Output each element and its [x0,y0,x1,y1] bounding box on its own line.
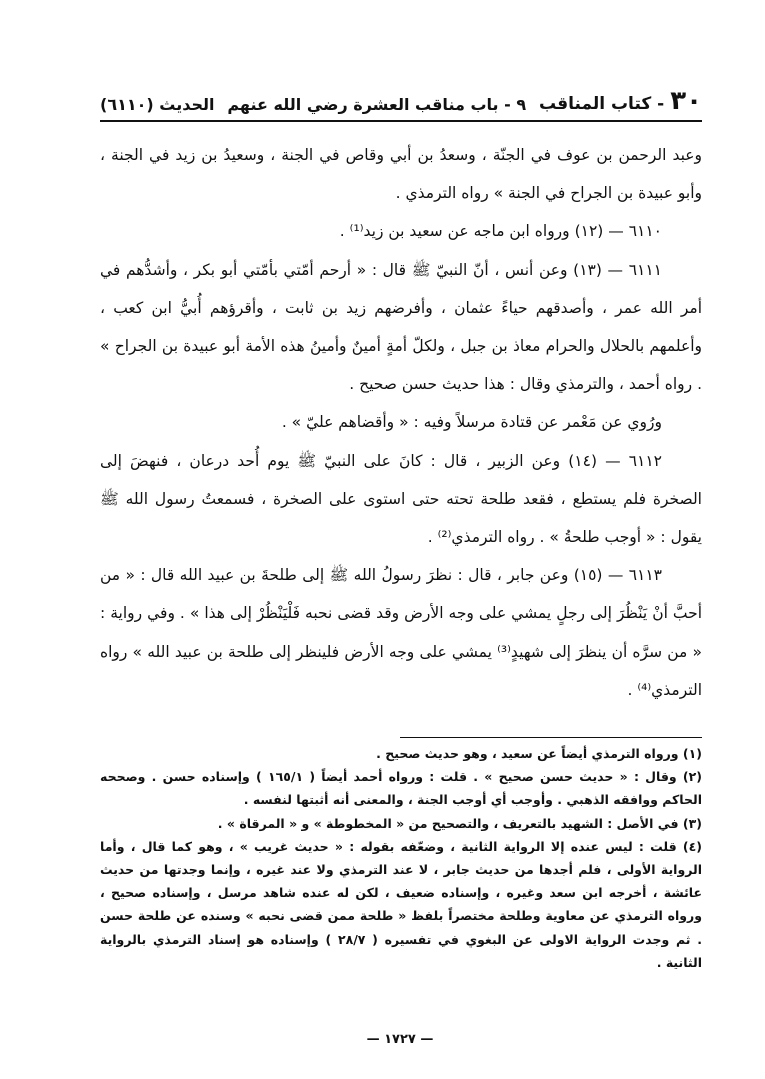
footnote-1: (١) ورواه الترمذي أيضاً عن سعيد ، وهو حديث صحيح . [376,746,702,761]
header-rule [100,120,702,122]
book-heading [539,88,702,114]
hadith-6111-note: ورُوي عن مَعْمر عن قتادة مرسلاً وفيه : « وأقضاهم عليّ » . [281,413,662,432]
chapter-title: ٩ - باب مناقب العشرة رضي الله عنهم [227,95,527,114]
book-title: - كتاب المناقب [539,94,665,114]
hadith-6111: ٦١١١ — (١٣) وعن أنس ، أنّ النبيّ ﷺ قال : « أرحم أمّتي بأمّتي أبو بكر ، وأشدُّهم في أمر الله عمر ، وأصدقهم حياءً عثمان ، وأفرضهم زيد بن ثابت ، وأقرؤهم أُبيُّ ابن كعب ، وأعلمهم بالحلال والحرام معاذ بن جبل ، ولكلّ أمةٍ أمينٌ وأمينُ هذه الأمة أبو عبيدة بن الجراح » . رواه أحمد ، والترمذي وقال : هذا حديث حسن صحيح . [100,260,702,394]
footnote-rule [400,737,702,738]
footnote-4: (٤) قلت : ليس عنده إلا الرواية الثانية ، وضعّفه بقوله : « حديث غريب » ، وهو كما قال ، وأما الرواية الأولى ، فلم أجدها من حديث جابر ، لا عند الترمذي ولا عند غيره ، وإنما وجدتها من حديث عائشة ، أخرجه ابن سعد وغيره ، وإسناده ضعيف ، لكن له عنده شاهد مرسل ، وإسناده صحيح ، ورواه الترمذي عن معاوية وطلحة مختصراً بلفظ « طلحة ممن قضى نحبه » وسنده عن طلحة حسن . ثم وجدت الرواية الاولى عن البغوي في تفسيره ( ٢٨/٧ ) وإسناده هو إسناد الترمذي بالرواية الثانية . [100,838,702,970]
footnote-2: (٢) وقال : « حديث حسن صحيح » . قلت : ورواه أحمد أيضاً ( ١٦٥/١ ) وإسناده حسن . وصححه الحاكم ووافقه الذهبي . وأوجب أي أوجب الجنة ، والمعنى أنه أثبتها لنفسه . [100,769,702,808]
paragraph-continuation: وعبد الرحمن بن عوف في الجنّة ، وسعدُ بن أبي وقاص في الجنة ، وسعيدُ بن زيد في الجنة ، وأبو عبيدة بن الجراح في الجنة » رواه الترمذي . [100,146,702,203]
hadith-6110: ٦١١٠ — (١٢) ورواه ابن ماجه عن سعيد بن زيد⁽¹⁾ . [339,222,662,241]
hadith-range: الحديث (٦١١٠) [100,95,215,114]
hadith-6113: ٦١١٣ — (١٥) وعن جابر ، قال : نظرَ رسولُ الله ﷺ إلى طلحةَ بن عبيد الله قال : « من أحبَّ أنْ يَنْظُرَ إلى رجلٍ يمشي على وجه الأرض وقد قضى نحبه فَلْيَنْظُرْ إلى هذا » . وفي رواية : « من سرَّه أن ينظرَ إلى شهيدٍ⁽³⁾ يمشي على وجه الأرض فلينظر إلى طلحة بن عبيد الله » رواه الترمذي⁽⁴⁾ . [100,566,702,699]
main-text [100,136,702,709]
page-number: — ١٧٢٧ — [366,1032,434,1047]
footnotes [100,742,702,974]
running-header [100,80,702,114]
footnote-3: (٣) في الأصل : الشهيد بالتعريف ، والتصحيح من « المخطوطة » و « المرقاة » . [217,815,702,831]
hadith-6112: ٦١١٢ — (١٤) وعن الزبير ، قال : كانَ على النبيّ ﷺ يوم أُحد درعان ، فنهضَ إلى الصخرة فلم يستطع ، فقعد طلحة تحته حتى استوى على الصخرة ، فسمعتُ رسول الله ﷺ يقول : « أوجب طلحةُ » . رواه الترمذي⁽²⁾ . [100,451,702,547]
book-number: ٣٠ [670,86,702,116]
